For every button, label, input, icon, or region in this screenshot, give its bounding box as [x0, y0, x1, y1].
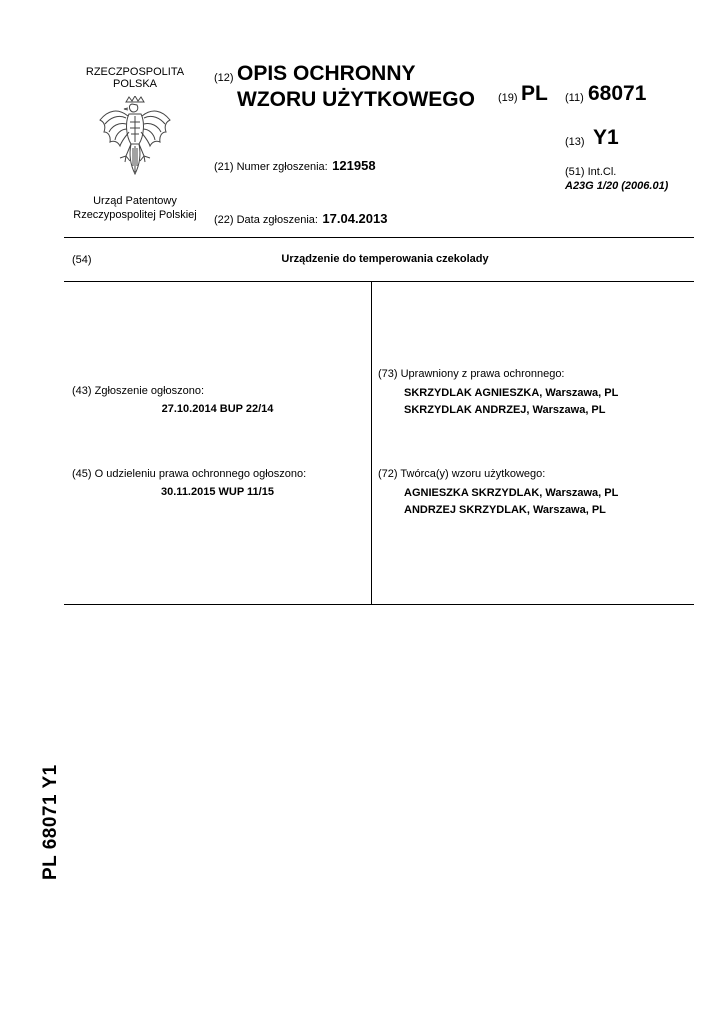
divider-top [64, 237, 694, 238]
intcl-label-row [565, 166, 616, 178]
divider-vertical [371, 281, 372, 604]
divider-title [64, 281, 694, 282]
application-number-row [214, 157, 376, 175]
creator-item: AGNIESZKA SKRZYDLAK, Warszawa, PL [404, 487, 619, 499]
creator-item: ANDRZEJ SKRZYDLAK, Warszawa, PL [404, 504, 606, 516]
office-name [64, 194, 206, 222]
code-19: (19) [498, 92, 518, 104]
intcl-label: Int.Cl. [587, 166, 617, 178]
application-number: 121958 [332, 158, 376, 173]
doc-type-line1: OPIS OCHRONNY [237, 62, 416, 85]
filing-date-label: (22) Data zgłoszenia: [214, 214, 318, 226]
patent-number: 68071 [588, 82, 647, 105]
country-line1: RZECZPOSPOLITA [85, 66, 185, 78]
filing-date: 17.04.2013 [322, 211, 388, 226]
country-code: PL [521, 82, 548, 105]
code-54: (54) [72, 254, 92, 266]
divider-bottom [64, 604, 694, 605]
published-label: (43) Zgłoszenie ogłoszono: [72, 385, 205, 397]
office-line1: Urząd Patentowy [93, 195, 177, 207]
polish-eagle-emblem-icon [98, 96, 172, 178]
country-line2: POLSKA [112, 78, 158, 90]
intcl-value: A23G 1/20 (2006.01) [565, 180, 669, 192]
doc-type-line2: WZORU UŻYTKOWEGO [237, 88, 475, 111]
code-13: (13) [565, 136, 585, 148]
code-51: (51) [565, 166, 585, 178]
kind-code: Y1 [593, 126, 619, 149]
holder-label: (73) Uprawniony z prawa ochronnego: [378, 368, 565, 380]
creators-list [404, 485, 618, 519]
creator-label: (72) Twórca(y) wzoru użytkowego: [378, 468, 546, 480]
invention-title: Urządzenie do temperowania czekolady [281, 253, 489, 265]
code-11: (11) [565, 92, 584, 104]
granted-value: 30.11.2015 WUP 11/15 [161, 486, 274, 498]
filing-date-row [214, 210, 387, 228]
granted-label: (45) O udzieleniu prawa ochronnego ogłoszono: [72, 468, 307, 480]
holder-item: SKRZYDLAK ANDRZEJ, Warszawa, PL [404, 404, 606, 416]
application-number-label: (21) Numer zgłoszenia: [214, 161, 328, 173]
code-12: (12) [214, 72, 234, 84]
country-name [70, 66, 200, 90]
holders-list [404, 385, 618, 419]
published-value: 27.10.2014 BUP 22/14 [161, 403, 274, 415]
holder-item: SKRZYDLAK AGNIESZKA, Warszawa, PL [404, 387, 619, 399]
side-document-id: PL 68071 Y1 [40, 764, 61, 880]
office-line2: Rzeczypospolitej Polskiej [73, 209, 197, 221]
